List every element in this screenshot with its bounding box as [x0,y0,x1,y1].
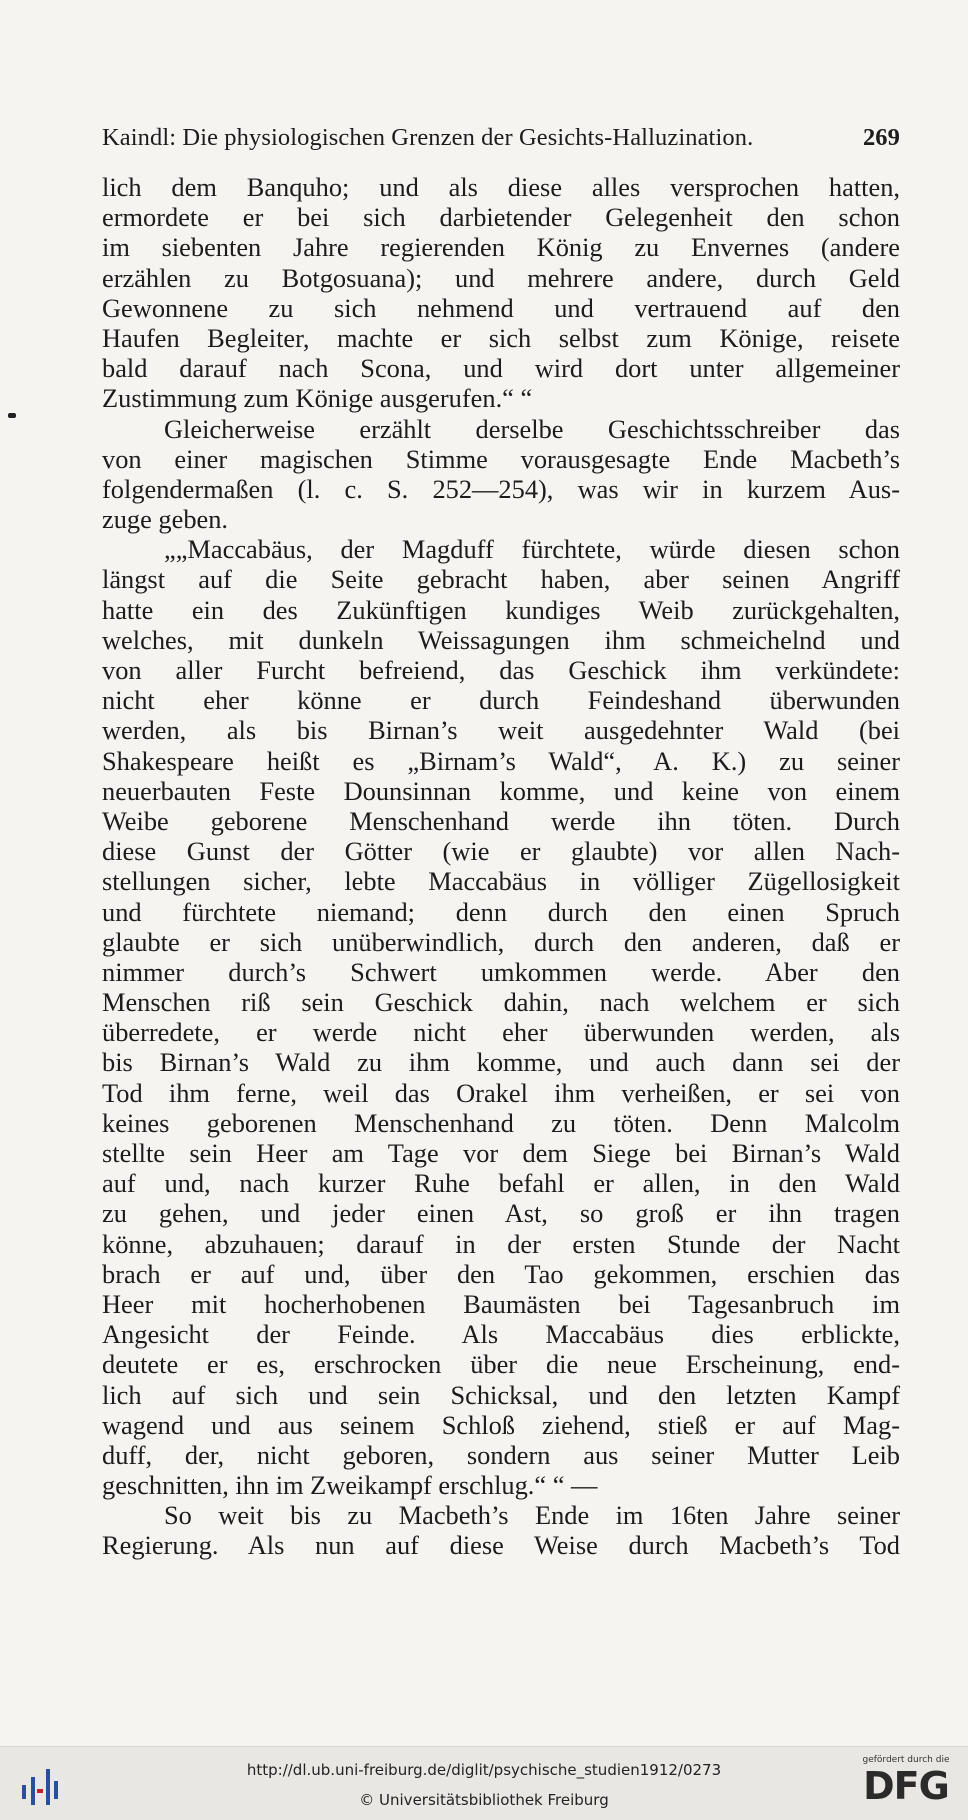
text-line: Tod ihm ferne, weil das Orakel ihm verheißen, er sei von [102,1077,900,1108]
text-line: lich auf sich und sein Schicksal, und den letzten Kampf [102,1379,900,1410]
text-line: zuge geben. [102,504,229,535]
text-line: Regierung. Als nun auf diese Weise durch Macbeth’s Tod [102,1530,900,1561]
text-line: duff, der, nicht geboren, sondern aus seiner Mutter Leib [102,1439,900,1470]
text-line: erzählen zu Botgosuana); und mehrere andere, durch Geld [102,262,900,293]
text-line: überredete, er werde nicht eher überwunden werden, als [102,1017,900,1048]
running-header [102,124,900,152]
text-line: längst auf die Seite gebracht haben, aber seinen Angriff [102,564,900,595]
dfg-caption: gefördert durch die [862,1755,950,1765]
running-title: Kaindl: Die physiologischen Grenzen der Gesichts-Halluzination. [102,124,754,151]
text-line: brach er auf und, über den Tao gekommen, erschien das [102,1258,900,1289]
text-line: von aller Furcht befreiend, das Geschick ihm verkündete: [102,655,900,685]
text-line: Menschen riß sein Geschick dahin, nach welchem er sich [102,987,900,1018]
text-line: ermordete er bei sich darbietender Gelegenheit den schon [102,202,900,233]
text-line: Gewonnene zu sich nehmend und vertrauend auf den [102,292,900,323]
text-line: keines geborenen Menschenhand zu töten. Denn Malcolm [102,1107,900,1138]
text-line: Gleicherweise erzählt derselbe Geschichtsschreiber das [164,413,900,444]
text-line: hatte ein des Zukünftigen kundiges Weib zurückgehalten, [102,594,900,625]
text-line: im siebenten Jahre regierenden König zu Envernes (andere [102,232,900,263]
text-line: neuerbauten Feste Dounsinnan komme, und keine von einem [102,775,900,806]
text-line: wagend und aus seinem Schloß ziehend, stieß er auf Mag- [102,1409,900,1440]
copyright-text: © Universitätsbibliothek Freiburg [359,1791,609,1809]
text-line: Angesicht der Feinde. Als Maccabäus dies erblickte, [102,1319,900,1350]
text-line: könne, abzuhauen; darauf in der ersten Stunde der Nacht [102,1228,900,1259]
source-url-link[interactable]: http://dl.ub.uni-freiburg.de/diglit/psychische_studien1912/0273 [246,1761,722,1779]
text-line: nicht eher könne er durch Feindeshand überwunden [102,685,900,716]
text-line: folgendermaßen (l. c. S. 252—254), was wir in kurzem Aus- [102,473,900,504]
text-line: Haufen Begleiter, machte er sich selbst zum Könige, reisete [102,322,900,353]
text-line: auf und, nach kurzer Ruhe befahl er allen, in den Wald [102,1168,900,1199]
text-line: „„Maccabäus, der Magduff fürchtete, würde diesen schon [164,534,900,565]
text-line: bald darauf nach Scona, und wird dort unter allgemeiner [102,353,900,384]
text-line: lich dem Banquho; und als diese alles versprochen hatten, [102,172,900,202]
text-line: deutete er es, erschrocken über die neue Erscheinung, end- [102,1349,900,1380]
text-line: zu gehen, und jeder einen Ast, so groß er ihn tragen [102,1198,900,1229]
text-line: Shakespeare heißt es „Birnam’s Wald“, A. K.) zu seiner [102,745,900,776]
page-number: 269 [862,124,900,151]
text-line: nimmer durch’s Schwert umkommen werde. Aber den [102,956,900,987]
text-line: Zustimmung zum Könige ausgerufen.“ “ [102,383,533,414]
text-line: diese Gunst der Götter (wie er glaubte) vor allen Nach- [102,836,900,867]
margin-mark [8,413,16,418]
text-line: Heer mit hocherhobenen Baumästen bei Tagesanbruch im [102,1288,900,1319]
text-line: von einer magischen Stimme vorausgesagte Ende Macbeth’s [102,443,900,474]
text-line: und fürchtete niemand; denn durch den einen Spruch [102,896,900,927]
text-line: Weibe geborene Menschenhand werde ihn töten. Durch [102,805,900,836]
text-line: geschnitten, ihn im Zweikampf erschlug.“ “ — [102,1470,598,1501]
text-line: welches, mit dunkeln Weissagungen ihm schmeichelnd und [102,624,900,655]
text-line: werden, als bis Birnan’s weit ausgedehnter Wald (bei [102,715,900,746]
text-line: bis Birnan’s Wald zu ihm komme, und auch dann sei der [102,1047,900,1078]
body-text [102,172,900,1561]
text-line: So weit bis zu Macbeth’s Ende im 16ten Jahre seiner [164,1500,900,1531]
dfg-wordmark: DFG [863,1764,949,1808]
viewer-footer [0,1746,968,1820]
dfg-logo [856,1755,956,1815]
text-line: stellte sein Heer am Tage vor dem Siege bei Birnan’s Wald [102,1138,900,1168]
text-line: glaubte er sich unüberwindlich, durch den anderen, daß er [102,926,900,957]
text-line: stellungen sicher, lebte Maccabäus in völliger Zügellosigkeit [102,866,900,897]
